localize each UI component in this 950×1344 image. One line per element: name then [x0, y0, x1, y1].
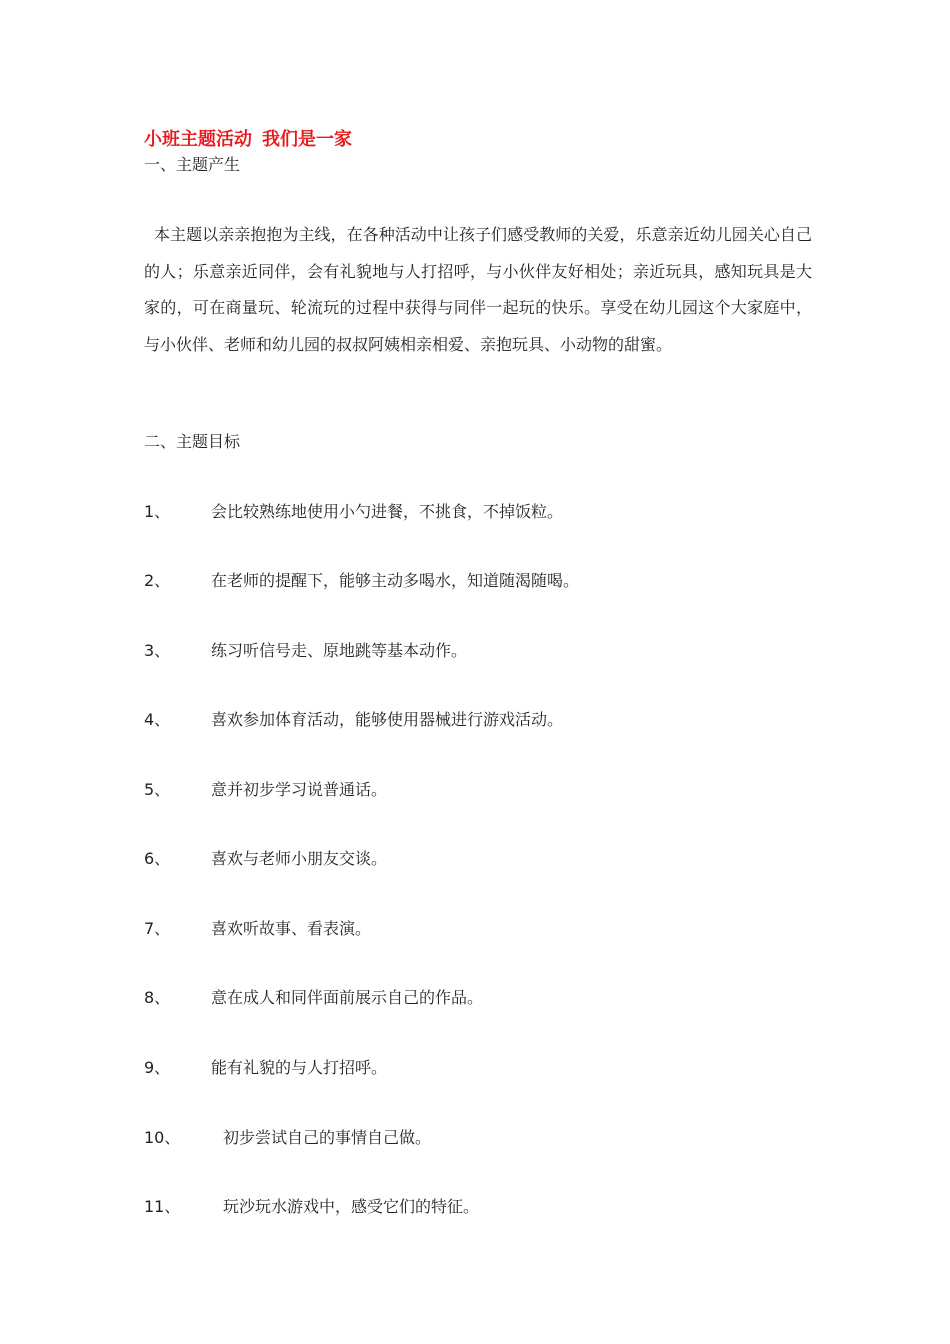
goal-text: 练习听信号走、原地跳等基本动作。: [211, 641, 468, 660]
goal-text: 意在成人和同伴面前展示自己的作品。: [211, 988, 484, 1007]
goal-number: 4、: [144, 710, 171, 729]
goal-text: 能有礼貌的与人打招呼。: [211, 1058, 388, 1077]
goal-text: 初步尝试自己的事情自己做。: [223, 1128, 432, 1147]
goal-number: 5、: [144, 780, 171, 799]
goal-number: 10、: [144, 1128, 181, 1147]
goal-number: 6、: [144, 849, 171, 868]
goal-number: 7、: [144, 919, 171, 938]
goal-number: 8、: [144, 988, 171, 1007]
goal-number: 2、: [144, 571, 171, 590]
goal-text: 玩沙玩水游戏中，感受它们的特征。: [223, 1197, 480, 1216]
section1-heading: 一、主题产生: [144, 155, 241, 174]
title-part2: 我们是一家: [262, 129, 352, 150]
title-part1: 小班主题活动: [144, 129, 252, 150]
section2-heading: 二、主题目标: [144, 432, 241, 451]
goal-number: 1、: [144, 502, 171, 521]
goal-text: 喜欢听故事、看表演。: [211, 919, 372, 938]
goal-text: 意并初步学习说普通话。: [211, 780, 388, 799]
goal-number: 9、: [144, 1058, 171, 1077]
goal-text: 喜欢与老师小朋友交谈。: [211, 849, 388, 868]
goal-number: 11、: [144, 1197, 181, 1216]
document-title: [144, 125, 352, 151]
goal-text: 在老师的提醒下，能够主动多喝水，知道随渴随喝。: [211, 571, 580, 590]
goal-number: 3、: [144, 641, 171, 660]
section1-body: 本主题以亲亲抱抱为主线，在各种活动中让孩子们感受教师的关爱，乐意亲近幼儿园关心自己的人；乐意亲近同伴，会有礼貌地与人打招呼，与小伙伴友好相处；亲近玩具，感知玩具是大家的，可在商量玩、轮流玩的过程中获得与同伴一起玩的快乐。享受在幼儿园这个大家庭中，与小伙伴、老师和幼儿园的叔叔阿姨相亲相爱、亲抱玩具、小动物的甜蜜。: [144, 225, 812, 354]
goal-text: 会比较熟练地使用小勺进餐，不挑食，不掉饭粒。: [211, 502, 564, 521]
goal-text: 喜欢参加体育活动，能够使用器械进行游戏活动。: [211, 710, 564, 729]
